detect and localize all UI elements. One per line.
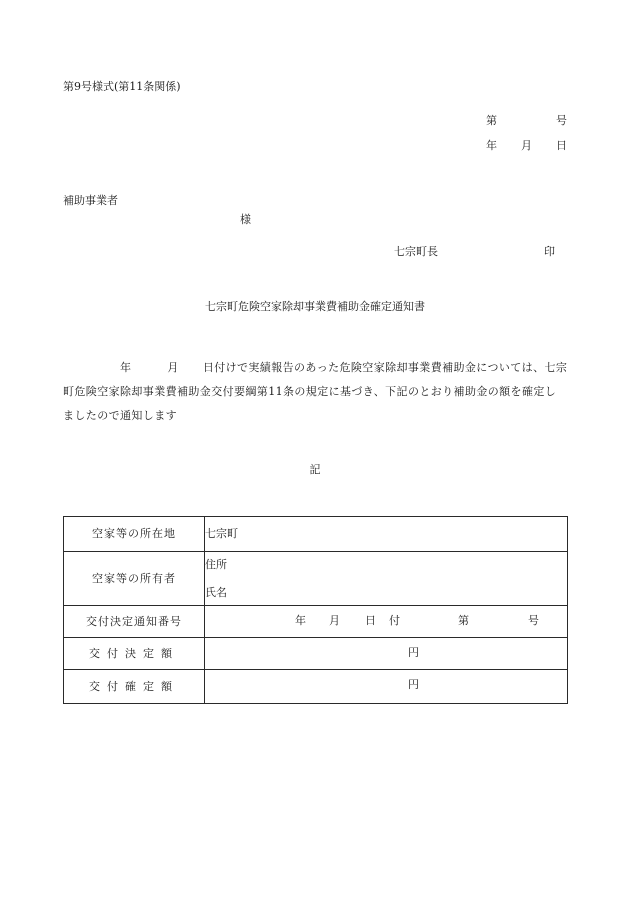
owner-label: 空家等の所有者 xyxy=(64,552,205,606)
sender-title: 七宗町長 xyxy=(394,245,438,258)
table-row xyxy=(64,670,568,704)
body-year: 年 xyxy=(120,361,132,374)
doc-number-dai: 第 xyxy=(486,114,497,127)
body-line-2: 町危険空家除却事業費補助金交付要綱第11条の規定に基づき、下記のとおり補助金の額を確定し xyxy=(63,385,557,398)
decision-day: 日 xyxy=(365,614,376,627)
ki-heading: 記 xyxy=(309,463,321,476)
decision-tsuke: 付 xyxy=(389,614,400,627)
owner-cell xyxy=(205,552,568,606)
table-row xyxy=(64,552,568,606)
recipient-honorific: 様 xyxy=(240,213,251,226)
decision-dai: 第 xyxy=(458,614,469,627)
recipient-label: 補助事業者 xyxy=(63,194,118,207)
doc-number-go: 号 xyxy=(556,114,567,127)
decision-number-cell xyxy=(205,606,568,638)
decision-amount-label: 交付決定額 xyxy=(64,638,205,670)
form-number: 第9号様式(第11条関係) xyxy=(63,80,181,93)
confirmed-amount-unit: 円 xyxy=(408,678,419,691)
decision-amount-unit: 円 xyxy=(408,646,419,659)
body-line-3: ましたので通知します xyxy=(63,409,177,422)
location-value: 七宗町 xyxy=(205,517,568,552)
body-paragraph xyxy=(63,356,571,428)
body-line-1 xyxy=(63,356,571,380)
body-line-1-text: 日付けで実績報告のあった危険空家除却事業費補助金については、七宗 xyxy=(202,361,568,374)
seal-mark: 印 xyxy=(544,245,555,258)
details-table xyxy=(63,516,568,704)
table-row xyxy=(64,638,568,670)
date-month: 月 xyxy=(521,139,532,152)
body-month: 月 xyxy=(167,361,179,374)
owner-name-label: 氏名 xyxy=(205,585,227,599)
date-day: 日 xyxy=(556,139,567,152)
table-row xyxy=(64,606,568,638)
document-title: 七宗町危険空家除却事業費補助金確定通知書 xyxy=(205,300,425,313)
location-label: 空家等の所在地 xyxy=(64,517,205,552)
decision-amount-cell xyxy=(205,638,568,670)
confirmed-amount-label: 交付確定額 xyxy=(64,670,205,704)
owner-address-label: 住所 xyxy=(205,557,227,571)
table-row xyxy=(64,517,568,552)
decision-month: 月 xyxy=(329,614,340,627)
confirmed-amount-cell xyxy=(205,670,568,704)
decision-number-label: 交付決定通知番号 xyxy=(64,606,205,638)
date-year: 年 xyxy=(486,139,497,152)
decision-go: 号 xyxy=(528,614,539,627)
decision-year: 年 xyxy=(295,614,306,627)
